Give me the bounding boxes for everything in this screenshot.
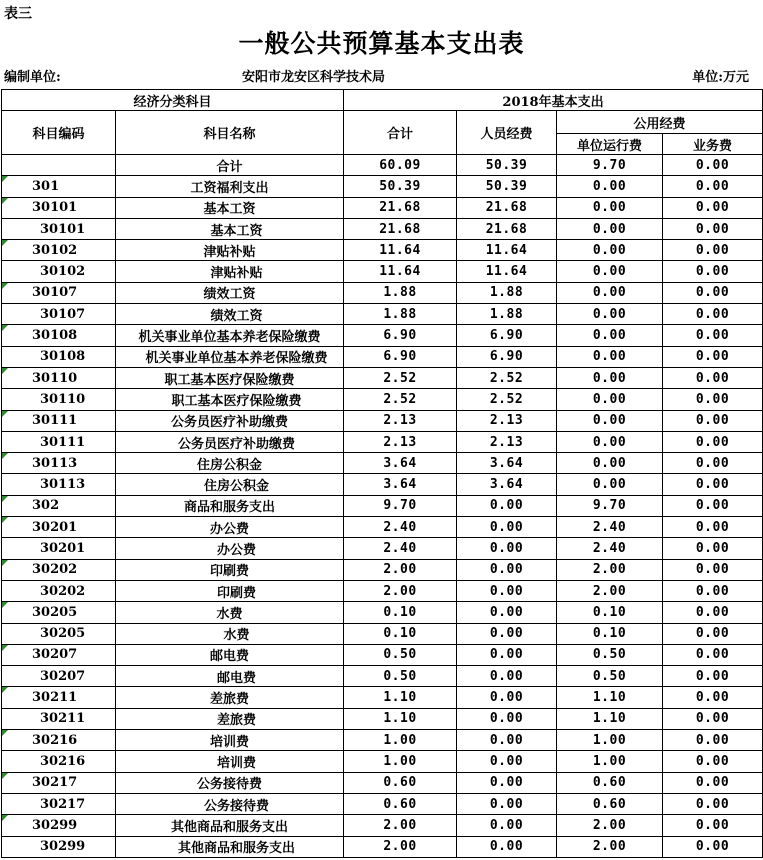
cell-operation: 0.00	[557, 240, 663, 261]
cell-code: 302	[2, 495, 116, 516]
cell-personnel: 0.00	[457, 793, 557, 814]
cell-code: 30111	[2, 431, 116, 452]
cell-name: 绩效工资	[116, 282, 344, 303]
cell-business: 0.00	[663, 410, 763, 431]
cell-code: 30108	[2, 346, 116, 367]
cell-personnel: 0.00	[457, 495, 557, 516]
cell-personnel: 11.64	[457, 240, 557, 261]
cell-personnel: 0.00	[457, 538, 557, 559]
cell-business: 0.00	[663, 644, 763, 665]
cell-business: 0.00	[663, 730, 763, 751]
cell-code: 30107	[2, 304, 116, 325]
cell-name: 办公费	[116, 538, 344, 559]
cell-name: 基本工资	[116, 197, 344, 218]
cell-operation: 1.10	[557, 708, 663, 729]
cell-name: 职工基本医疗保险缴费	[116, 367, 344, 388]
cell-name: 公务员医疗补助缴费	[116, 410, 344, 431]
currency-unit: 单位:万元	[692, 70, 749, 85]
cell-total: 21.68	[344, 197, 457, 218]
cell-name: 公务接待费	[116, 793, 344, 814]
cell-code: 30107	[2, 282, 116, 303]
table-row	[2, 367, 763, 388]
cell-business: 0.00	[663, 836, 763, 857]
cell-code: 30101	[2, 197, 116, 218]
cell-business: 0.00	[663, 602, 763, 623]
cell-business: 0.00	[663, 325, 763, 346]
header-code: 科目编码	[2, 111, 116, 155]
cell-business: 0.00	[663, 623, 763, 644]
cell-personnel: 50.39	[457, 176, 557, 197]
cell-operation: 2.00	[557, 836, 663, 857]
table-row	[2, 517, 763, 538]
cell-total: 2.13	[344, 410, 457, 431]
table-row	[2, 623, 763, 644]
cell-business: 0.00	[663, 367, 763, 388]
cell-code: 30217	[2, 793, 116, 814]
table-number: 表三	[4, 6, 32, 22]
cell-operation: 0.00	[557, 282, 663, 303]
cell-code: 30110	[2, 367, 116, 388]
cell-total: 6.90	[344, 346, 457, 367]
table-row	[2, 836, 763, 857]
cell-code: 30207	[2, 666, 116, 687]
cell-operation: 0.00	[557, 389, 663, 410]
table-body	[2, 155, 763, 858]
cell-total: 0.10	[344, 602, 457, 623]
cell-operation: 2.00	[557, 559, 663, 580]
cell-code: 30211	[2, 708, 116, 729]
cell-personnel: 0.00	[457, 666, 557, 687]
cell-operation: 0.00	[557, 218, 663, 239]
cell-business: 0.00	[663, 240, 763, 261]
table-row	[2, 261, 763, 282]
cell-operation: 0.00	[557, 367, 663, 388]
cell-operation: 9.70	[557, 155, 663, 176]
cell-name: 水费	[116, 623, 344, 644]
cell-total: 3.64	[344, 453, 457, 474]
cell-personnel: 2.52	[457, 367, 557, 388]
cell-total: 1.00	[344, 751, 457, 772]
cell-business: 0.00	[663, 815, 763, 836]
table-row	[2, 282, 763, 303]
cell-name: 住房公积金	[116, 474, 344, 495]
cell-personnel: 0.00	[457, 644, 557, 665]
cell-total: 2.00	[344, 559, 457, 580]
cell-personnel: 0.00	[457, 517, 557, 538]
cell-operation: 2.00	[557, 580, 663, 601]
header-personnel: 人员经费	[457, 111, 557, 155]
cell-name: 印刷费	[116, 580, 344, 601]
table-row	[2, 176, 763, 197]
cell-total: 50.39	[344, 176, 457, 197]
cell-operation: 0.50	[557, 666, 663, 687]
unit-label: 编制单位:	[4, 70, 61, 85]
cell-personnel: 0.00	[457, 836, 557, 857]
table-row	[2, 325, 763, 346]
cell-business: 0.00	[663, 431, 763, 452]
cell-code: 30299	[2, 815, 116, 836]
cell-operation: 0.00	[557, 304, 663, 325]
cell-operation: 2.00	[557, 815, 663, 836]
header-name: 科目名称	[116, 111, 344, 155]
cell-business: 0.00	[663, 176, 763, 197]
cell-operation: 1.00	[557, 730, 663, 751]
cell-code: 30299	[2, 836, 116, 857]
table-row	[2, 580, 763, 601]
cell-total: 0.50	[344, 666, 457, 687]
table-row	[2, 602, 763, 623]
cell-code: 30216	[2, 751, 116, 772]
cell-name: 其他商品和服务支出	[116, 836, 344, 857]
cell-operation: 0.00	[557, 431, 663, 452]
cell-name: 机关事业单位基本养老保险缴费	[116, 325, 344, 346]
cell-name: 水费	[116, 602, 344, 623]
cell-personnel: 1.88	[457, 282, 557, 303]
cell-name: 邮电费	[116, 666, 344, 687]
cell-name: 机关事业单位基本养老保险缴费	[116, 346, 344, 367]
cell-personnel: 21.68	[457, 197, 557, 218]
cell-operation: 9.70	[557, 495, 663, 516]
cell-personnel: 0.00	[457, 559, 557, 580]
cell-total: 3.64	[344, 474, 457, 495]
cell-total: 60.09	[344, 155, 457, 176]
cell-personnel: 0.00	[457, 751, 557, 772]
table-row	[2, 197, 763, 218]
cell-total: 1.88	[344, 282, 457, 303]
cell-business: 0.00	[663, 793, 763, 814]
page-title: 一般公共预算基本支出表	[238, 29, 525, 58]
cell-personnel: 6.90	[457, 346, 557, 367]
cell-code: 30205	[2, 623, 116, 644]
cell-code: 30113	[2, 453, 116, 474]
table-row	[2, 304, 763, 325]
cell-name: 公务接待费	[116, 772, 344, 793]
cell-total: 0.60	[344, 793, 457, 814]
table-row	[2, 346, 763, 367]
cell-code: 30101	[2, 218, 116, 239]
cell-name: 印刷费	[116, 559, 344, 580]
cell-business: 0.00	[663, 772, 763, 793]
table-row	[2, 644, 763, 665]
table-row	[2, 559, 763, 580]
cell-operation: 0.60	[557, 793, 663, 814]
header-econ-class: 经济分类科目	[2, 90, 344, 111]
cell-operation: 1.10	[557, 687, 663, 708]
cell-code	[2, 155, 116, 176]
cell-business: 0.00	[663, 155, 763, 176]
cell-personnel: 21.68	[457, 218, 557, 239]
table-row	[2, 687, 763, 708]
cell-business: 0.00	[663, 687, 763, 708]
cell-operation: 0.60	[557, 772, 663, 793]
cell-code: 30102	[2, 240, 116, 261]
cell-personnel: 3.64	[457, 474, 557, 495]
cell-name: 差旅费	[116, 708, 344, 729]
cell-name: 工资福利支出	[116, 176, 344, 197]
cell-personnel: 2.52	[457, 389, 557, 410]
cell-code: 30201	[2, 538, 116, 559]
cell-personnel: 0.00	[457, 580, 557, 601]
cell-code: 30111	[2, 410, 116, 431]
cell-total: 2.00	[344, 580, 457, 601]
cell-total: 1.10	[344, 687, 457, 708]
cell-total: 0.50	[344, 644, 457, 665]
cell-operation: 0.00	[557, 474, 663, 495]
cell-code: 30102	[2, 261, 116, 282]
cell-name: 差旅费	[116, 687, 344, 708]
cell-operation: 0.00	[557, 346, 663, 367]
cell-total: 21.68	[344, 218, 457, 239]
cell-operation: 2.40	[557, 517, 663, 538]
cell-code: 30207	[2, 644, 116, 665]
cell-total: 11.64	[344, 240, 457, 261]
table-row	[2, 793, 763, 814]
cell-personnel: 0.00	[457, 772, 557, 793]
cell-total: 6.90	[344, 325, 457, 346]
table-row	[2, 751, 763, 772]
cell-name: 住房公积金	[116, 453, 344, 474]
cell-code: 30205	[2, 602, 116, 623]
cell-personnel: 0.00	[457, 602, 557, 623]
cell-operation: 0.00	[557, 176, 663, 197]
cell-total: 2.00	[344, 836, 457, 857]
cell-business: 0.00	[663, 580, 763, 601]
cell-business: 0.00	[663, 282, 763, 303]
cell-code: 30201	[2, 517, 116, 538]
cell-code: 30110	[2, 389, 116, 410]
cell-name: 培训费	[116, 730, 344, 751]
cell-code: 301	[2, 176, 116, 197]
cell-name: 其他商品和服务支出	[116, 815, 344, 836]
cell-name: 基本工资	[116, 218, 344, 239]
table-row	[2, 218, 763, 239]
cell-name: 合计	[116, 155, 344, 176]
cell-business: 0.00	[663, 453, 763, 474]
cell-code: 30113	[2, 474, 116, 495]
cell-code: 30108	[2, 325, 116, 346]
cell-name: 培训费	[116, 751, 344, 772]
cell-personnel: 50.39	[457, 155, 557, 176]
table-row	[2, 495, 763, 516]
cell-personnel: 2.13	[457, 410, 557, 431]
cell-business: 0.00	[663, 474, 763, 495]
cell-name: 公务员医疗补助缴费	[116, 431, 344, 452]
cell-personnel: 11.64	[457, 261, 557, 282]
cell-name: 商品和服务支出	[116, 495, 344, 516]
cell-operation: 0.00	[557, 410, 663, 431]
cell-operation: 0.00	[557, 197, 663, 218]
cell-total: 11.64	[344, 261, 457, 282]
cell-code: 30202	[2, 559, 116, 580]
cell-name: 邮电费	[116, 644, 344, 665]
cell-personnel: 3.64	[457, 453, 557, 474]
header-business: 业务费	[663, 134, 763, 155]
cell-total: 1.10	[344, 708, 457, 729]
table-row	[2, 453, 763, 474]
cell-business: 0.00	[663, 559, 763, 580]
unit-name: 安阳市龙安区科学技术局	[242, 70, 386, 85]
cell-total: 9.70	[344, 495, 457, 516]
budget-table	[1, 89, 763, 858]
cell-total: 2.52	[344, 367, 457, 388]
header-public: 公用经费	[557, 111, 763, 134]
cell-business: 0.00	[663, 304, 763, 325]
table-row	[2, 730, 763, 751]
cell-business: 0.00	[663, 346, 763, 367]
cell-business: 0.00	[663, 751, 763, 772]
cell-total: 2.40	[344, 538, 457, 559]
cell-operation: 0.10	[557, 602, 663, 623]
cell-business: 0.00	[663, 517, 763, 538]
cell-business: 0.00	[663, 538, 763, 559]
cell-total: 0.10	[344, 623, 457, 644]
cell-business: 0.00	[663, 218, 763, 239]
cell-total: 2.13	[344, 431, 457, 452]
table-row	[2, 155, 763, 176]
cell-code: 30217	[2, 772, 116, 793]
cell-operation: 0.10	[557, 623, 663, 644]
cell-code: 30211	[2, 687, 116, 708]
header-total: 合计	[344, 111, 457, 155]
cell-total: 2.40	[344, 517, 457, 538]
table-row	[2, 708, 763, 729]
table-row	[2, 815, 763, 836]
cell-business: 0.00	[663, 495, 763, 516]
cell-total: 1.00	[344, 730, 457, 751]
cell-name: 津贴补贴	[116, 240, 344, 261]
table-row	[2, 772, 763, 793]
cell-business: 0.00	[663, 389, 763, 410]
table-row	[2, 240, 763, 261]
cell-code: 30216	[2, 730, 116, 751]
cell-name: 津贴补贴	[116, 261, 344, 282]
table-row	[2, 410, 763, 431]
cell-personnel: 0.00	[457, 687, 557, 708]
table-row	[2, 389, 763, 410]
cell-business: 0.00	[663, 666, 763, 687]
cell-total: 1.88	[344, 304, 457, 325]
table-row	[2, 666, 763, 687]
table-row	[2, 474, 763, 495]
cell-operation: 0.00	[557, 261, 663, 282]
table-row	[2, 431, 763, 452]
cell-personnel: 0.00	[457, 623, 557, 644]
cell-total: 2.52	[344, 389, 457, 410]
cell-personnel: 0.00	[457, 708, 557, 729]
cell-operation: 0.00	[557, 453, 663, 474]
cell-operation: 1.00	[557, 751, 663, 772]
header-operation: 单位运行费	[557, 134, 663, 155]
cell-name: 绩效工资	[116, 304, 344, 325]
cell-personnel: 2.13	[457, 431, 557, 452]
cell-personnel: 0.00	[457, 815, 557, 836]
cell-operation: 0.00	[557, 325, 663, 346]
cell-total: 0.60	[344, 772, 457, 793]
table-row	[2, 538, 763, 559]
cell-business: 0.00	[663, 197, 763, 218]
cell-personnel: 1.88	[457, 304, 557, 325]
cell-business: 0.00	[663, 261, 763, 282]
cell-name: 办公费	[116, 517, 344, 538]
cell-personnel: 6.90	[457, 325, 557, 346]
cell-name: 职工基本医疗保险缴费	[116, 389, 344, 410]
cell-operation: 0.50	[557, 644, 663, 665]
cell-operation: 2.40	[557, 538, 663, 559]
cell-code: 30202	[2, 580, 116, 601]
cell-business: 0.00	[663, 708, 763, 729]
header-year-basic: 2018年基本支出	[344, 90, 763, 111]
cell-personnel: 0.00	[457, 730, 557, 751]
cell-total: 2.00	[344, 815, 457, 836]
